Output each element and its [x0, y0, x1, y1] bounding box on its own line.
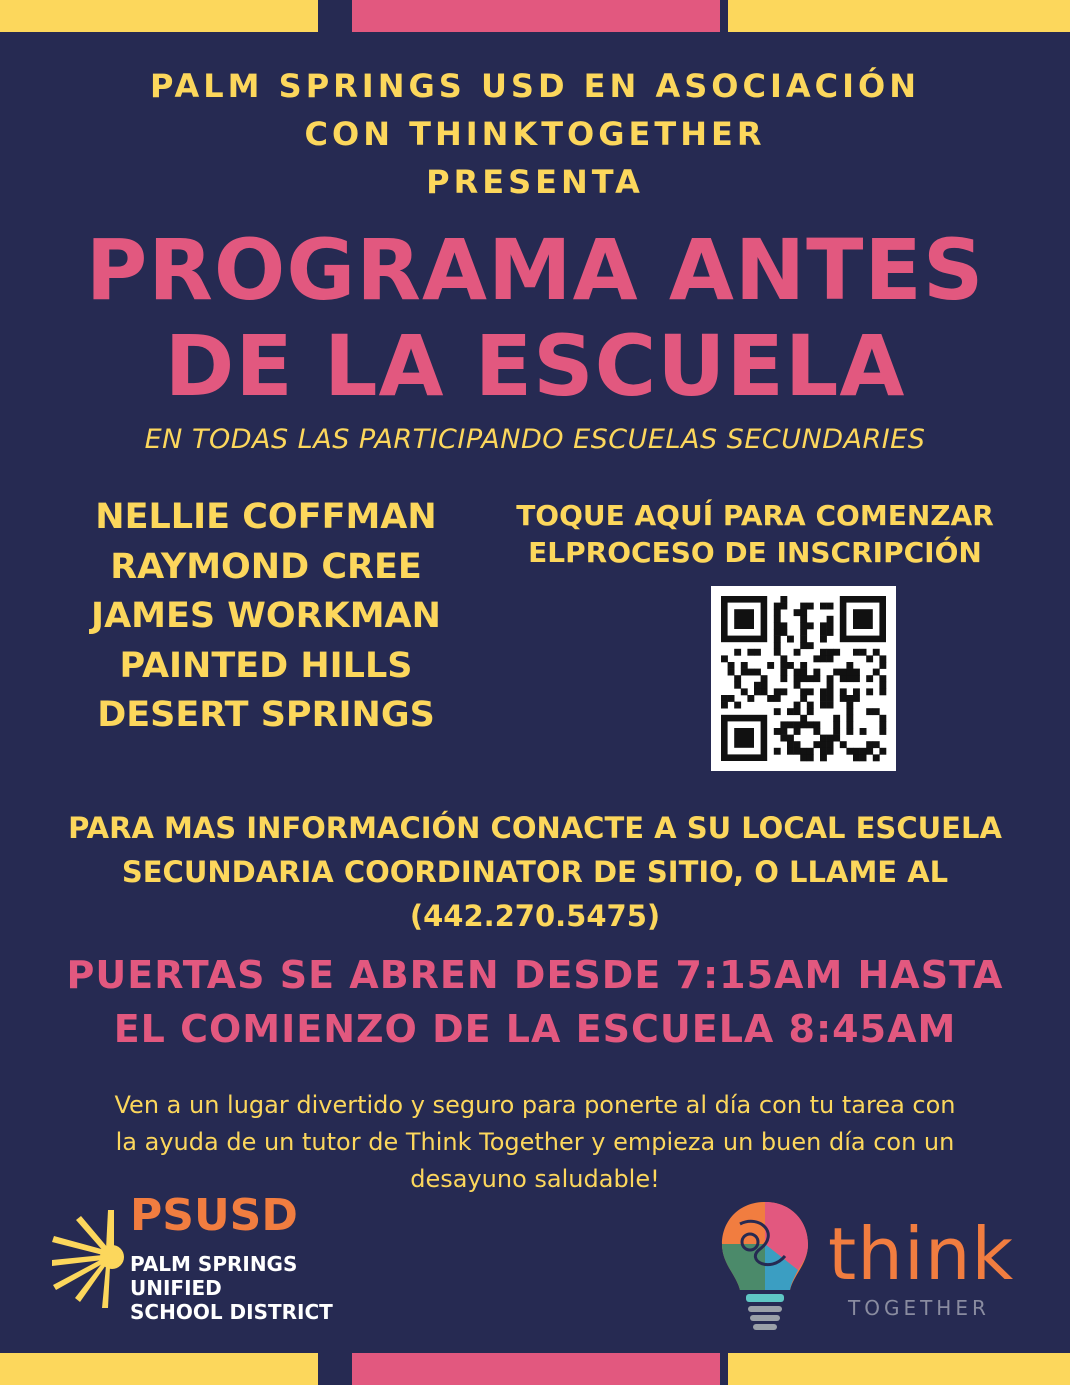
- presenter-line-1: PALM SPRINGS USD EN ASOCIACIÓN: [150, 67, 920, 105]
- presenter-line-2: CON THINKTOGETHER: [304, 115, 766, 153]
- hours-line-1: PUERTAS SE ABREN DESDE 7:15AM HASTA: [66, 953, 1004, 997]
- hours-info: [0, 948, 1070, 1056]
- sun-icon: [48, 1202, 126, 1312]
- subtitle: EN TODAS LAS PARTICIPANDO ESCUELAS SECUNDARIES: [144, 424, 926, 455]
- hours-line-2: EL COMIENZO DE LA ESCUELA 8:45AM: [113, 1007, 957, 1051]
- think-together-logo: [710, 1190, 1030, 1340]
- page-title: [0, 222, 1070, 414]
- qr-code-icon[interactable]: [711, 586, 896, 771]
- title-line-2: DE LA ESCUELA: [164, 317, 906, 415]
- contact-phone[interactable]: (442.270.5475): [409, 899, 661, 933]
- think-wordmark: think: [828, 1212, 1015, 1296]
- school-list: [50, 493, 482, 741]
- school-item: RAYMOND CREE: [110, 546, 422, 587]
- description-line-2: la ayuda de un tutor de Think Together y empieza un buen día con un: [115, 1128, 955, 1156]
- school-item: JAMES WORKMAN: [91, 596, 441, 636]
- bottom-bar-right: [728, 1353, 1070, 1385]
- registration-caption[interactable]: [500, 497, 1010, 571]
- top-bar-right: [728, 0, 1070, 32]
- lightbulb-icon: [710, 1194, 820, 1334]
- together-wordmark: TOGETHER: [848, 1296, 990, 1320]
- psusd-logo: [48, 1190, 368, 1340]
- description-line-1: Ven a un lugar divertido y seguro para ponerte al día con tu tarea con: [114, 1091, 956, 1119]
- presenter-text: [0, 62, 1070, 206]
- registration-caption-line-1[interactable]: TOQUE AQUÍ PARA COMENZAR: [516, 499, 994, 532]
- qr-code-graphic[interactable]: [711, 586, 896, 771]
- top-bar-center: [352, 0, 720, 32]
- school-item: DESERT SPRINGS: [97, 695, 435, 735]
- title-line-1: PROGRAMA ANTES: [85, 221, 985, 319]
- contact-info: [0, 806, 1070, 938]
- psusd-line-2: UNIFIED: [130, 1276, 222, 1300]
- psusd-line-1: PALM SPRINGS: [130, 1252, 298, 1276]
- contact-line-1: PARA MAS INFORMACIÓN CONACTE A SU LOCAL ESCUELA: [68, 811, 1002, 845]
- contact-line-2: SECUNDARIA COORDINATOR DE SITIO, O LLAME AL: [121, 855, 949, 889]
- school-item: NELLIE COFFMAN: [95, 497, 437, 537]
- description: [0, 1087, 1070, 1198]
- bottom-bar-left: [0, 1353, 318, 1385]
- psusd-line-3: SCHOOL DISTRICT: [130, 1300, 333, 1324]
- psusd-name: PSUSD: [130, 1190, 298, 1241]
- top-bar-left: [0, 0, 318, 32]
- description-line-3: desayuno saludable!: [410, 1165, 660, 1193]
- registration-caption-line-2[interactable]: ELPROCESO DE INSCRIPCIÓN: [528, 536, 982, 569]
- presenter-line-3: PRESENTA: [426, 163, 644, 201]
- bottom-bar-center: [352, 1353, 720, 1385]
- school-item: PAINTED HILLS: [119, 645, 413, 686]
